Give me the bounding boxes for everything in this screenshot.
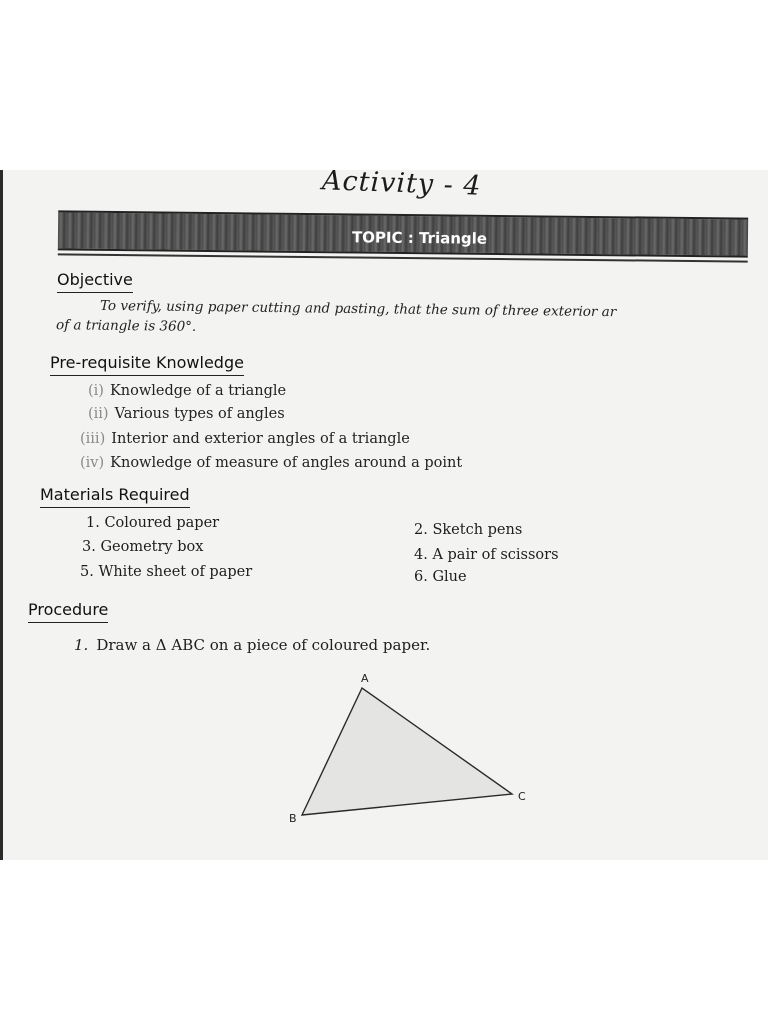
materials-heading: Materials Required	[40, 485, 190, 508]
vertex-c-label: C	[518, 790, 526, 803]
triangle-svg	[280, 668, 540, 833]
prerequisite-item	[80, 455, 462, 471]
prerequisite-item-text: Knowledge of measure of angles around a point	[110, 455, 463, 471]
procedure-step	[74, 636, 430, 654]
procedure-heading: Procedure	[28, 600, 108, 623]
procedure-step-text: Draw a Δ ABC on a piece of coloured paper.	[96, 636, 431, 654]
vertex-b-label: B	[289, 812, 297, 825]
triangle-figure	[280, 668, 540, 833]
objective-text-line-1: To verify, using paper cutting and pasting, that the sum of three exterior ar	[99, 297, 617, 321]
prerequisite-item-number: (iii)	[80, 431, 106, 447]
prerequisite-item-number: (iv)	[80, 455, 105, 471]
vertex-a-label: A	[361, 672, 369, 685]
prerequisite-item	[88, 383, 286, 399]
page-edge	[0, 170, 3, 860]
prerequisite-item-number: (i)	[88, 383, 104, 399]
material-item: 1. Coloured paper	[86, 515, 220, 531]
material-item: 6. Glue	[414, 569, 467, 585]
handwritten-activity-title: Activity - 4	[321, 165, 483, 202]
prerequisite-item-number: (ii)	[88, 406, 109, 422]
prerequisite-item-text: Various types of angles	[114, 406, 285, 422]
objective-text-line-2: of a triangle is 360°.	[55, 317, 197, 335]
triangle-abc-shape	[302, 688, 512, 815]
topic-label: TOPIC : Triangle	[351, 228, 488, 248]
prerequisite-item	[80, 431, 410, 447]
prerequisite-item-text: Knowledge of a triangle	[109, 383, 287, 399]
material-item: 3. Geometry box	[82, 539, 204, 555]
prerequisite-item-text: Interior and exterior angles of a triangle	[111, 431, 410, 447]
material-item: 2. Sketch pens	[414, 522, 523, 538]
objective-heading: Objective	[57, 270, 133, 293]
prerequisite-item	[88, 406, 285, 422]
material-item: 5. White sheet of paper	[80, 564, 253, 580]
prerequisite-heading: Pre-requisite Knowledge	[50, 353, 244, 376]
procedure-step-number: 1.	[74, 636, 89, 654]
material-item: 4. A pair of scissors	[414, 547, 559, 563]
